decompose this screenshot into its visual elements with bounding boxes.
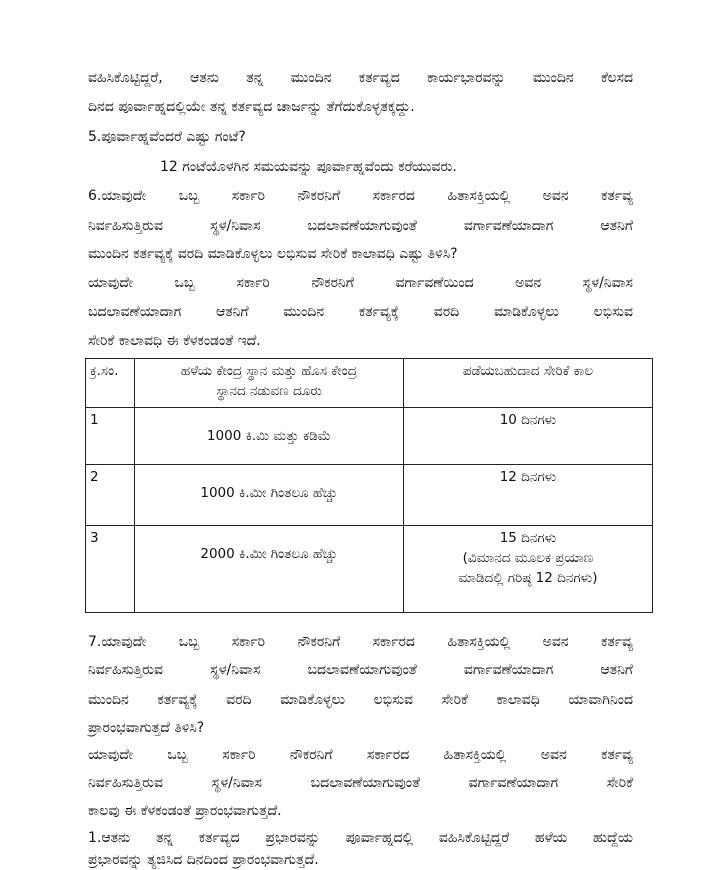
cell-period: 12 ದಿನಗಳು [404,465,653,526]
table-row [86,465,653,526]
cell-period: 10 ದಿನಗಳು [404,408,653,465]
table-row [86,526,653,613]
point-1-line: 1.ಆತನು ತನ್ನ ಕರ್ತವ್ಯದ ಪ್ರಭಾರವನ್ನು ಪೂರ್ವಾಹ್ನದಲ್ಲಿ ವಹಿಸಿಕೊಟ್ಟಿದ್ದರೆ ಹಳೆಯ ಹುದ್ದೆಯ [88,830,633,846]
cell-period-line: (ವಿಮಾನದ ಮೂಲಕ ಪ್ರಯಾಣ [462,550,594,566]
cell-period [404,526,653,613]
paragraph-line: ವಹಿಸಿಕೊಟ್ಟಿದ್ದರೆ, ಆತನು ತನ್ನ ಮುಂದಿನ ಕರ್ತವ್ಯದ ಕಾರ್ಯಭಾರವನ್ನು ಮುಂದಿನ ಕೆಲಸದ [88,70,633,86]
question-7-line: ಪ್ರಾರಂಭವಾಗುತ್ತದೆ ತಿಳಿಸಿ? [88,720,205,736]
paragraph-line: ದಿನದ ಪೂರ್ವಾಹ್ನದಲ್ಲಿಯೇ ತನ್ನ ಕರ್ತವ್ಯದ ಚಾರ್ಜನ್ನು ತೆಗೆದುಕೊಳ್ಳತಕ್ಕದ್ದು. [88,99,415,115]
question-7-line: ಮುಂದಿನ ಕರ್ತವ್ಯಕ್ಕೆ ವರದಿ ಮಾಡಿಕೊಳ್ಳಲು ಲಭಿಸುವ ಸೇರಿಕೆ ಕಾಲಾವಧಿ ಯಾವಾಗಿನಿಂದ [88,692,633,708]
point-1-line: ಪ್ರಭಾರವನ್ನು ತ್ಯಜಿಸಿದ ದಿನದಿಂದ ಪ್ರಾರಂಭವಾಗುತ್ತದೆ. [88,852,319,868]
joining-time-table [85,358,653,613]
cell-sn: 2 [86,465,135,526]
cell-sn: 1 [86,408,135,465]
question-7-line: ನಿರ್ವಹಿಸುತ್ತಿರುವ ಸ್ಥಳ/ನಿವಾಸ ಬದಲಾವಣೆಯಾಗುವುಂತೆ ವರ್ಗಾವಣೆಯಾದಾಗ ಆತನಿಗೆ [88,662,633,678]
cell-sn: 3 [86,526,135,613]
question-6-line: ಮುಂದಿನ ಕರ್ತವ್ಯಕ್ಕೆ ವರದಿ ಮಾಡಿಕೊಳ್ಳಲು ಲಭಿಸುವ ಸೇರಿಕೆ ಕಾಲಾವಧಿ ಎಷ್ಟು ತಿಳಿಸಿ? [88,246,458,262]
answer-7-line: ಕಾಲವು ಈ ಕೆಳಕಂಡಂತೆ ಪ್ರಾರಂಭವಾಗುತ್ತದೆ. [88,803,282,819]
table-row [86,408,653,465]
header-distance [135,359,404,408]
question-7-line: 7.ಯಾವುದೇ ಒಬ್ಬ ಸರ್ಕಾರಿ ನೌಕರನಿಗೆ ಸರ್ಕಾರದ ಹಿತಾಸಕ್ತಿಯಲ್ಲಿ ಅವನ ಕರ್ತವ್ಯ [88,634,633,650]
cell-distance-text: 1000 ಕಿ.ಮಿ ಮತ್ತು ಕಡಿಮೆ [206,428,332,444]
table-header-row [86,359,653,408]
question-6-line: ನಿರ್ವಹಿಸುತ್ತಿರುವ ಸ್ಥಳ/ನಿವಾಸ ಬದಲಾವಣೆಯಾಗುವುಂತೆ ವರ್ಗಾವಣೆಯಾದಾಗ ಆತನಿಗೆ [88,218,633,234]
cell-distance [135,526,404,613]
cell-distance-text: 1000 ಕಿ.ಮೀ ಗಿಂತಲೂ ಹೆಚ್ಚು [200,485,338,501]
header-period: ಪಡೆಯಬಹುದಾದ ಸೇರಿಕೆ ಕಾಲ [404,359,653,408]
answer-6-line: ಯಾವುದೇ ಒಬ್ಬ ಸರ್ಕಾರಿ ನೌಕರನಿಗೆ ವರ್ಗಾವಣೆಯಿಂದ ಅವನ ಸ್ಥಳ/ನಿವಾಸ [88,275,633,291]
cell-period-line: ಮಾಡಿದಲ್ಲಿ ಗರಿಷ್ಠ 12 ದಿನಗಳು) [458,570,598,586]
question-6-line: 6.ಯಾವುದೇ ಒಬ್ಬ ಸರ್ಕಾರಿ ನೌಕರನಿಗೆ ಸರ್ಕಾರದ ಹಿತಾಸಕ್ತಿಯಲ್ಲಿ ಅವನ ಕರ್ತವ್ಯ [88,188,633,204]
header-distance-line: ಹಳೆಯ ಕೇಂದ್ರ ಸ್ಥಾನ ಮತ್ತು ಹೊಸ ಕೇಂದ್ರ [180,363,358,379]
cell-distance [135,465,404,526]
answer-6-line: ಬದಲಾವಣೆಯಾದಾಗ ಆತನಿಗೆ ಮುಂದಿನ ಕರ್ತವ್ಯಕ್ಕೆ ವರದಿ ಮಾಡಿಕೊಳ್ಳಲು ಲಭಿಸುವ [88,304,633,320]
header-sn: ಕ್ರ.ಸಂ. [86,359,135,408]
cell-period-line: 15 ದಿನಗಳು [499,530,557,546]
cell-distance [135,408,404,465]
answer-7-line: ಯಾವುದೇ ಒಬ್ಬ ಸರ್ಕಾರಿ ನೌಕರನಿಗೆ ಸರ್ಕಾರದ ಹಿತಾಸಕ್ತಿಯಲ್ಲಿ ಅವನ ಕರ್ತವ್ಯ [88,747,633,763]
answer-7-line: ನಿರ್ವಹಿಸುತ್ತಿರುವ ಸ್ಥಳ/ನಿವಾಸ ಬದಲಾವಣೆಯಾಗುವುಂತೆ ವರ್ಗಾವಣೆಯಾದಾಗ ಸೇರಿಕೆ [88,775,633,791]
cell-distance-text: 2000 ಕಿ.ಮೀ ಗಿಂತಲೂ ಹೆಚ್ಚು [200,546,338,562]
header-distance-line: ಸ್ಥಾನದ ನಡುವಣ ದೂರು [216,383,322,399]
question-5: 5.ಪೂರ್ವಾಹ್ನವೆಂದರೆ ಎಷ್ಟು ಗಂಟೆ? [88,129,246,145]
answer-6-line: ಸೇರಿಕೆ ಕಾಲಾವಧಿ ಈ ಕೆಳಕಂಡಂತೆ ಇದೆ. [88,333,261,349]
answer-5: 12 ಗಂಟೆಯೊಳಗಿನ ಸಮಯವನ್ನು ಪೂರ್ವಾಹ್ನವೆಂದು ಕರೆಯುವರು. [160,159,457,175]
